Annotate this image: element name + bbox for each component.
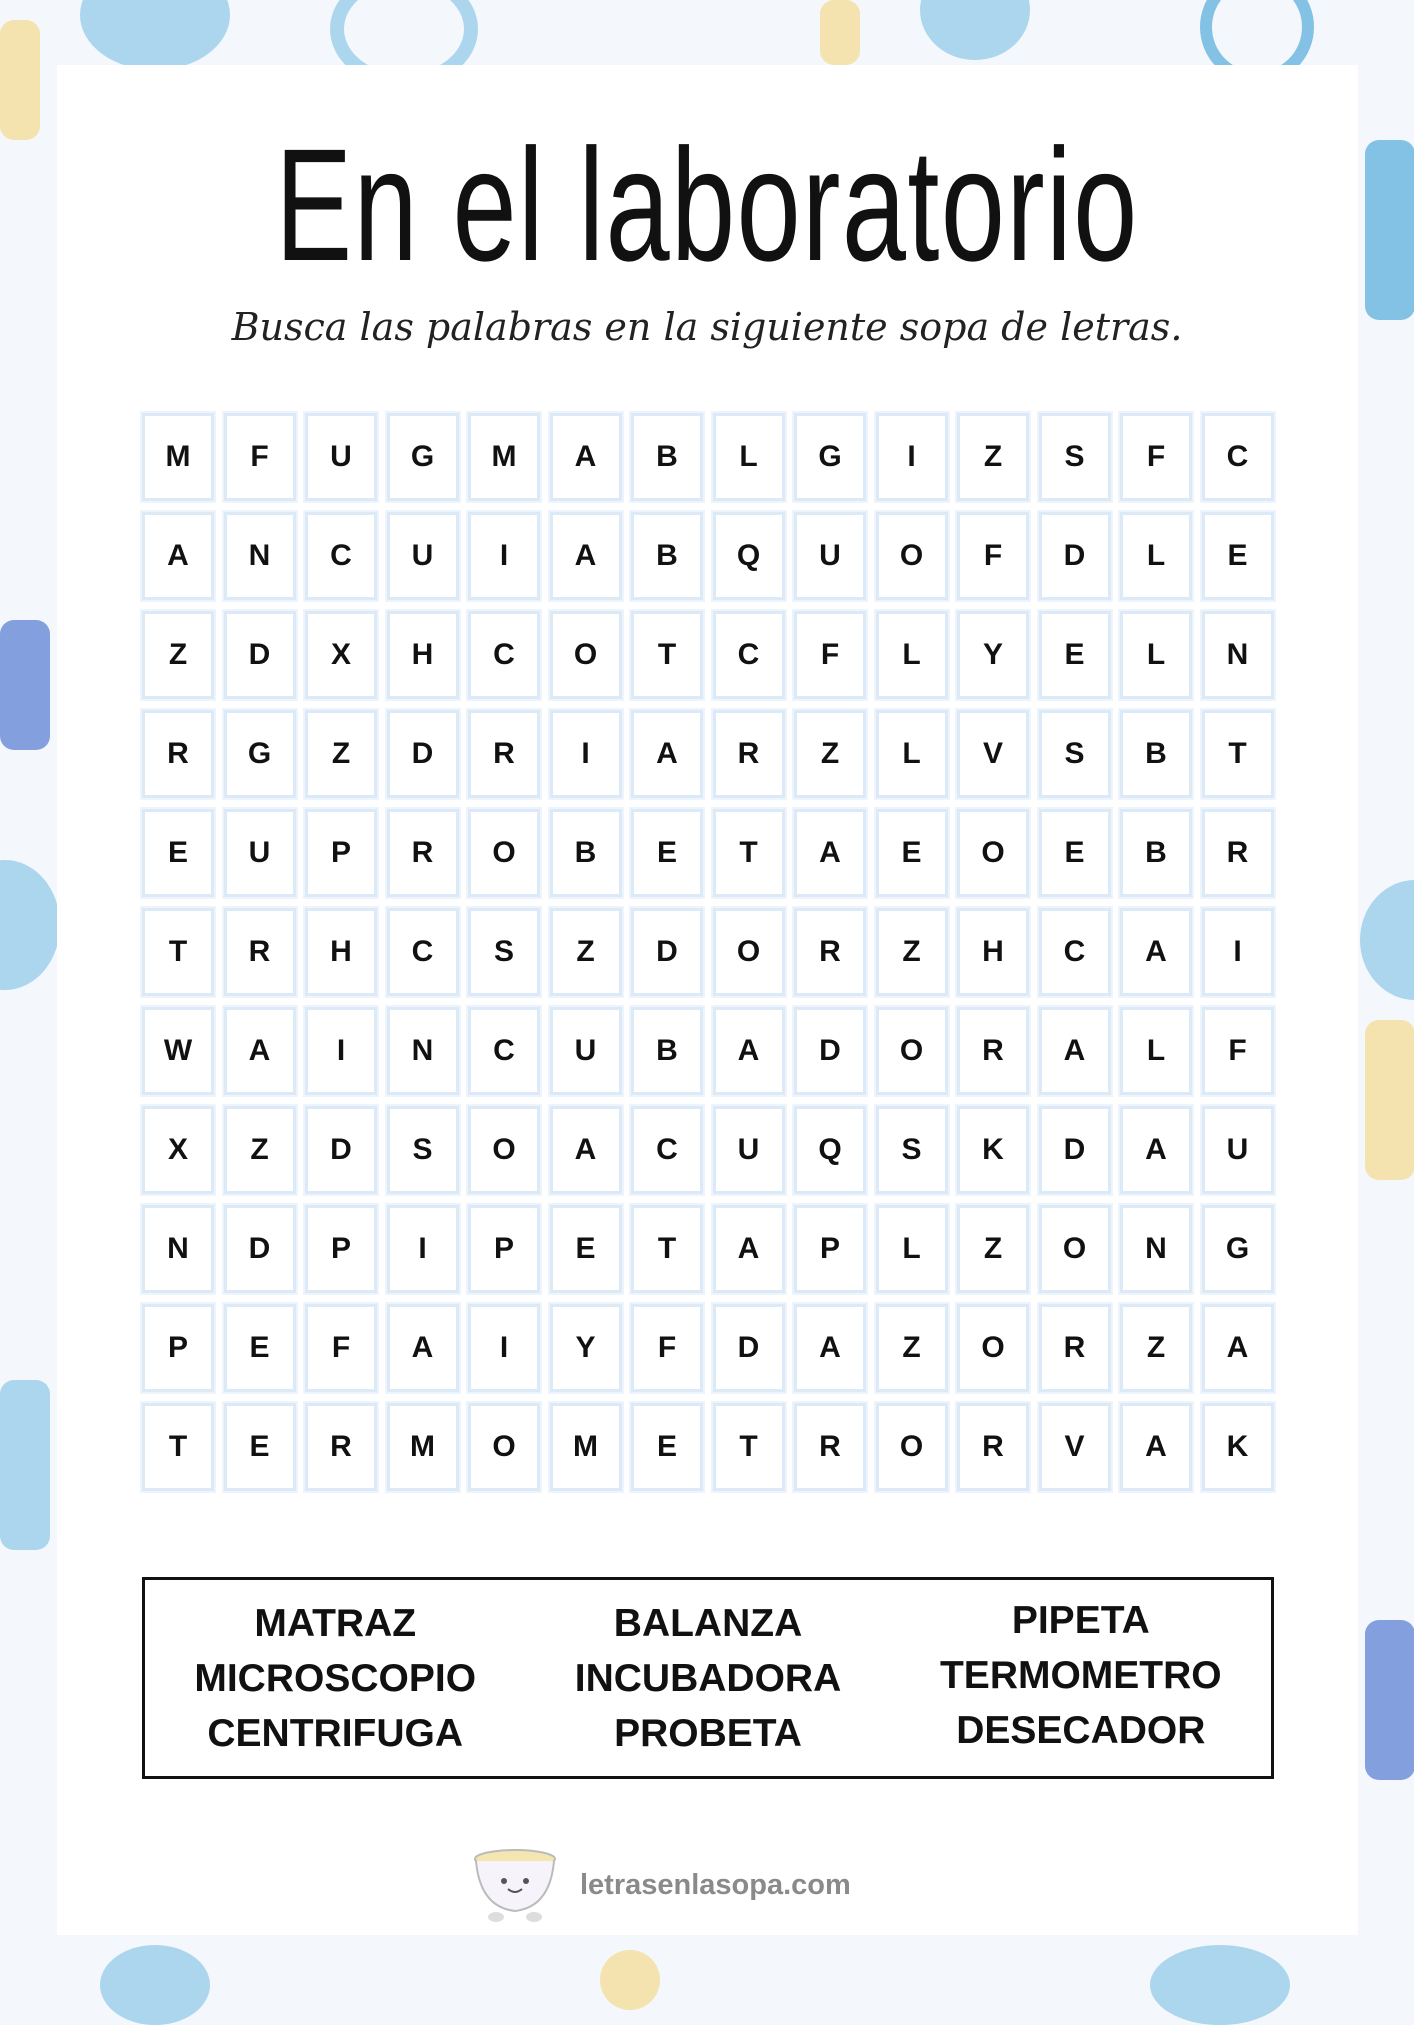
grid-cell[interactable]: I: [876, 413, 948, 501]
grid-cell[interactable]: U: [1202, 1106, 1274, 1194]
page-title: En el laboratorio: [275, 115, 1139, 294]
grid-cell[interactable]: T: [1202, 710, 1274, 798]
grid-cell[interactable]: W: [142, 1007, 214, 1095]
grid-cell[interactable]: H: [305, 908, 377, 996]
grid-cell[interactable]: O: [550, 611, 622, 699]
grid-cell[interactable]: P: [305, 1205, 377, 1293]
grid-cell[interactable]: C: [468, 1007, 540, 1095]
footer: [470, 1845, 851, 1925]
grid-cell[interactable]: E: [631, 809, 703, 897]
grid-cell[interactable]: N: [142, 1205, 214, 1293]
grid-cell[interactable]: O: [957, 809, 1029, 897]
grid-cell[interactable]: M: [142, 413, 214, 501]
grid-cell[interactable]: Z: [876, 908, 948, 996]
grid-cell[interactable]: L: [713, 413, 785, 501]
grid-cell[interactable]: I: [305, 1007, 377, 1095]
grid-cell[interactable]: O: [468, 1403, 540, 1491]
grid-cell[interactable]: T: [631, 1205, 703, 1293]
grid-cell[interactable]: E: [876, 809, 948, 897]
grid-cell[interactable]: S: [876, 1106, 948, 1194]
grid-cell[interactable]: I: [550, 710, 622, 798]
grid-cell[interactable]: O: [468, 1106, 540, 1194]
grid-cell[interactable]: O: [876, 1403, 948, 1491]
grid-cell[interactable]: Z: [1120, 1304, 1192, 1392]
word-item: CENTRIFUGA: [207, 1711, 464, 1755]
grid-cell[interactable]: C: [713, 611, 785, 699]
word-list-column: [194, 1596, 476, 1761]
grid-cell[interactable]: O: [957, 1304, 1029, 1392]
grid-cell[interactable]: Z: [305, 710, 377, 798]
grid-cell[interactable]: F: [1202, 1007, 1274, 1095]
grid-cell[interactable]: H: [957, 908, 1029, 996]
grid-cell[interactable]: D: [713, 1304, 785, 1392]
grid-cell[interactable]: F: [957, 512, 1029, 600]
grid-cell[interactable]: Z: [794, 710, 866, 798]
grid-cell[interactable]: O: [876, 1007, 948, 1095]
word-item: DESECADOR: [956, 1708, 1206, 1752]
grid-cell[interactable]: S: [387, 1106, 459, 1194]
grid-cell[interactable]: S: [1039, 413, 1111, 501]
grid-cell[interactable]: U: [794, 512, 866, 600]
grid-cell[interactable]: R: [224, 908, 296, 996]
grid-cell[interactable]: C: [305, 512, 377, 600]
word-item: MATRAZ: [254, 1601, 417, 1645]
grid-cell[interactable]: L: [1120, 611, 1192, 699]
grid-cell[interactable]: L: [876, 1205, 948, 1293]
grid-cell[interactable]: C: [387, 908, 459, 996]
grid-cell[interactable]: C: [1039, 908, 1111, 996]
grid-cell[interactable]: I: [468, 1304, 540, 1392]
grid-cell[interactable]: N: [1202, 611, 1274, 699]
grid-cell[interactable]: P: [468, 1205, 540, 1293]
grid-cell[interactable]: U: [387, 512, 459, 600]
grid-cell[interactable]: B: [631, 512, 703, 600]
word-item: INCUBADORA: [574, 1656, 842, 1700]
grid-cell[interactable]: A: [1120, 1106, 1192, 1194]
grid-cell[interactable]: Z: [957, 413, 1029, 501]
grid-cell[interactable]: L: [876, 611, 948, 699]
grid-cell[interactable]: L: [1120, 1007, 1192, 1095]
grid-cell[interactable]: R: [713, 710, 785, 798]
grid-cell[interactable]: A: [1202, 1304, 1274, 1392]
grid-cell[interactable]: M: [550, 1403, 622, 1491]
grid-cell[interactable]: P: [794, 1205, 866, 1293]
word-item: PROBETA: [614, 1711, 802, 1755]
grid-cell[interactable]: K: [1202, 1403, 1274, 1491]
grid-cell[interactable]: R: [468, 710, 540, 798]
grid-cell[interactable]: I: [387, 1205, 459, 1293]
grid-cell[interactable]: U: [224, 809, 296, 897]
grid-cell[interactable]: V: [957, 710, 1029, 798]
grid-cell[interactable]: I: [1202, 908, 1274, 996]
grid-cell[interactable]: C: [631, 1106, 703, 1194]
grid-cell[interactable]: M: [468, 413, 540, 501]
grid-cell[interactable]: E: [1039, 611, 1111, 699]
word-item: PIPETA: [1011, 1598, 1150, 1642]
grid-cell[interactable]: R: [957, 1007, 1029, 1095]
grid-cell[interactable]: O: [1039, 1205, 1111, 1293]
grid-cell[interactable]: D: [794, 1007, 866, 1095]
grid-cell[interactable]: B: [631, 413, 703, 501]
grid-cell[interactable]: T: [631, 611, 703, 699]
grid-cell[interactable]: D: [387, 710, 459, 798]
grid-cell[interactable]: A: [1039, 1007, 1111, 1095]
grid-cell[interactable]: L: [876, 710, 948, 798]
grid-cell[interactable]: A: [224, 1007, 296, 1095]
grid-cell[interactable]: X: [142, 1106, 214, 1194]
grid-cell[interactable]: Z: [224, 1106, 296, 1194]
grid-cell[interactable]: A: [713, 1007, 785, 1095]
grid-cell[interactable]: A: [142, 512, 214, 600]
word-list-column: [575, 1596, 842, 1761]
grid-cell[interactable]: Y: [550, 1304, 622, 1392]
grid-cell[interactable]: T: [713, 1403, 785, 1491]
grid-cell[interactable]: D: [224, 611, 296, 699]
grid-cell[interactable]: D: [1039, 1106, 1111, 1194]
grid-cell[interactable]: F: [631, 1304, 703, 1392]
grid-cell[interactable]: F: [1120, 413, 1192, 501]
grid-cell[interactable]: A: [631, 710, 703, 798]
grid-cell[interactable]: O: [876, 512, 948, 600]
grid-cell[interactable]: B: [1120, 710, 1192, 798]
word-search-grid: [142, 413, 1274, 1491]
grid-cell[interactable]: G: [224, 710, 296, 798]
grid-cell[interactable]: Z: [876, 1304, 948, 1392]
grid-cell[interactable]: Z: [550, 908, 622, 996]
grid-cell[interactable]: C: [468, 611, 540, 699]
grid-cell[interactable]: D: [305, 1106, 377, 1194]
grid-cell[interactable]: D: [1039, 512, 1111, 600]
grid-cell[interactable]: H: [387, 611, 459, 699]
grid-cell[interactable]: U: [305, 413, 377, 501]
grid-cell[interactable]: F: [224, 413, 296, 501]
grid-cell[interactable]: A: [387, 1304, 459, 1392]
grid-cell[interactable]: R: [957, 1403, 1029, 1491]
instructions: Busca las palabras en la siguiente sopa de letras.: [231, 305, 1183, 349]
grid-cell[interactable]: A: [1120, 908, 1192, 996]
grid-cell[interactable]: A: [713, 1205, 785, 1293]
grid-cell[interactable]: Q: [713, 512, 785, 600]
grid-cell[interactable]: R: [794, 908, 866, 996]
grid-cell[interactable]: U: [550, 1007, 622, 1095]
grid-cell[interactable]: R: [142, 710, 214, 798]
grid-cell[interactable]: B: [631, 1007, 703, 1095]
grid-cell[interactable]: C: [1202, 413, 1274, 501]
grid-cell[interactable]: Z: [957, 1205, 1029, 1293]
grid-cell[interactable]: E: [142, 809, 214, 897]
grid-cell[interactable]: I: [468, 512, 540, 600]
grid-cell[interactable]: A: [550, 1106, 622, 1194]
grid-cell[interactable]: O: [468, 809, 540, 897]
grid-cell[interactable]: Q: [794, 1106, 866, 1194]
grid-cell[interactable]: E: [1039, 809, 1111, 897]
grid-cell[interactable]: D: [631, 908, 703, 996]
word-item: TERMOMETRO: [939, 1653, 1222, 1697]
grid-cell[interactable]: R: [794, 1403, 866, 1491]
grid-cell[interactable]: T: [142, 1403, 214, 1491]
grid-cell[interactable]: E: [224, 1304, 296, 1392]
grid-cell[interactable]: M: [387, 1403, 459, 1491]
grid-cell[interactable]: B: [550, 809, 622, 897]
grid-cell[interactable]: R: [387, 809, 459, 897]
grid-cell[interactable]: G: [1202, 1205, 1274, 1293]
grid-cell[interactable]: L: [1120, 512, 1192, 600]
grid-cell[interactable]: K: [957, 1106, 1029, 1194]
grid-cell[interactable]: R: [305, 1403, 377, 1491]
grid-cell[interactable]: N: [224, 512, 296, 600]
grid-cell[interactable]: Z: [142, 611, 214, 699]
grid-cell[interactable]: S: [468, 908, 540, 996]
grid-cell[interactable]: A: [794, 1304, 866, 1392]
grid-cell[interactable]: A: [794, 809, 866, 897]
grid-cell[interactable]: E: [631, 1403, 703, 1491]
grid-cell[interactable]: E: [550, 1205, 622, 1293]
grid-cell[interactable]: N: [387, 1007, 459, 1095]
grid-cell[interactable]: B: [1120, 809, 1192, 897]
grid-cell[interactable]: T: [142, 908, 214, 996]
grid-cell[interactable]: A: [550, 413, 622, 501]
grid-cell[interactable]: P: [305, 809, 377, 897]
grid-cell[interactable]: E: [1202, 512, 1274, 600]
word-list-box: [142, 1577, 1274, 1779]
grid-cell[interactable]: S: [1039, 710, 1111, 798]
website-link[interactable]: letrasenlasopa.com: [580, 1868, 851, 1901]
word-item: MICROSCOPIO: [194, 1656, 477, 1700]
grid-cell[interactable]: F: [794, 611, 866, 699]
grid-cell[interactable]: Y: [957, 611, 1029, 699]
grid-cell[interactable]: F: [305, 1304, 377, 1392]
grid-cell[interactable]: U: [713, 1106, 785, 1194]
grid-cell[interactable]: G: [387, 413, 459, 501]
word-list-column: [940, 1593, 1222, 1758]
word-item: BALANZA: [613, 1601, 803, 1645]
grid-cell[interactable]: R: [1039, 1304, 1111, 1392]
grid-cell[interactable]: T: [713, 809, 785, 897]
grid-cell[interactable]: V: [1039, 1403, 1111, 1491]
grid-cell[interactable]: A: [550, 512, 622, 600]
grid-cell[interactable]: A: [1120, 1403, 1192, 1491]
grid-cell[interactable]: R: [1202, 809, 1274, 897]
grid-cell[interactable]: N: [1120, 1205, 1192, 1293]
grid-cell[interactable]: O: [713, 908, 785, 996]
grid-cell[interactable]: P: [142, 1304, 214, 1392]
grid-cell[interactable]: G: [794, 413, 866, 501]
grid-cell[interactable]: X: [305, 611, 377, 699]
grid-cell[interactable]: E: [224, 1403, 296, 1491]
soup-bowl-logo-icon: [470, 1845, 560, 1925]
grid-cell[interactable]: D: [224, 1205, 296, 1293]
